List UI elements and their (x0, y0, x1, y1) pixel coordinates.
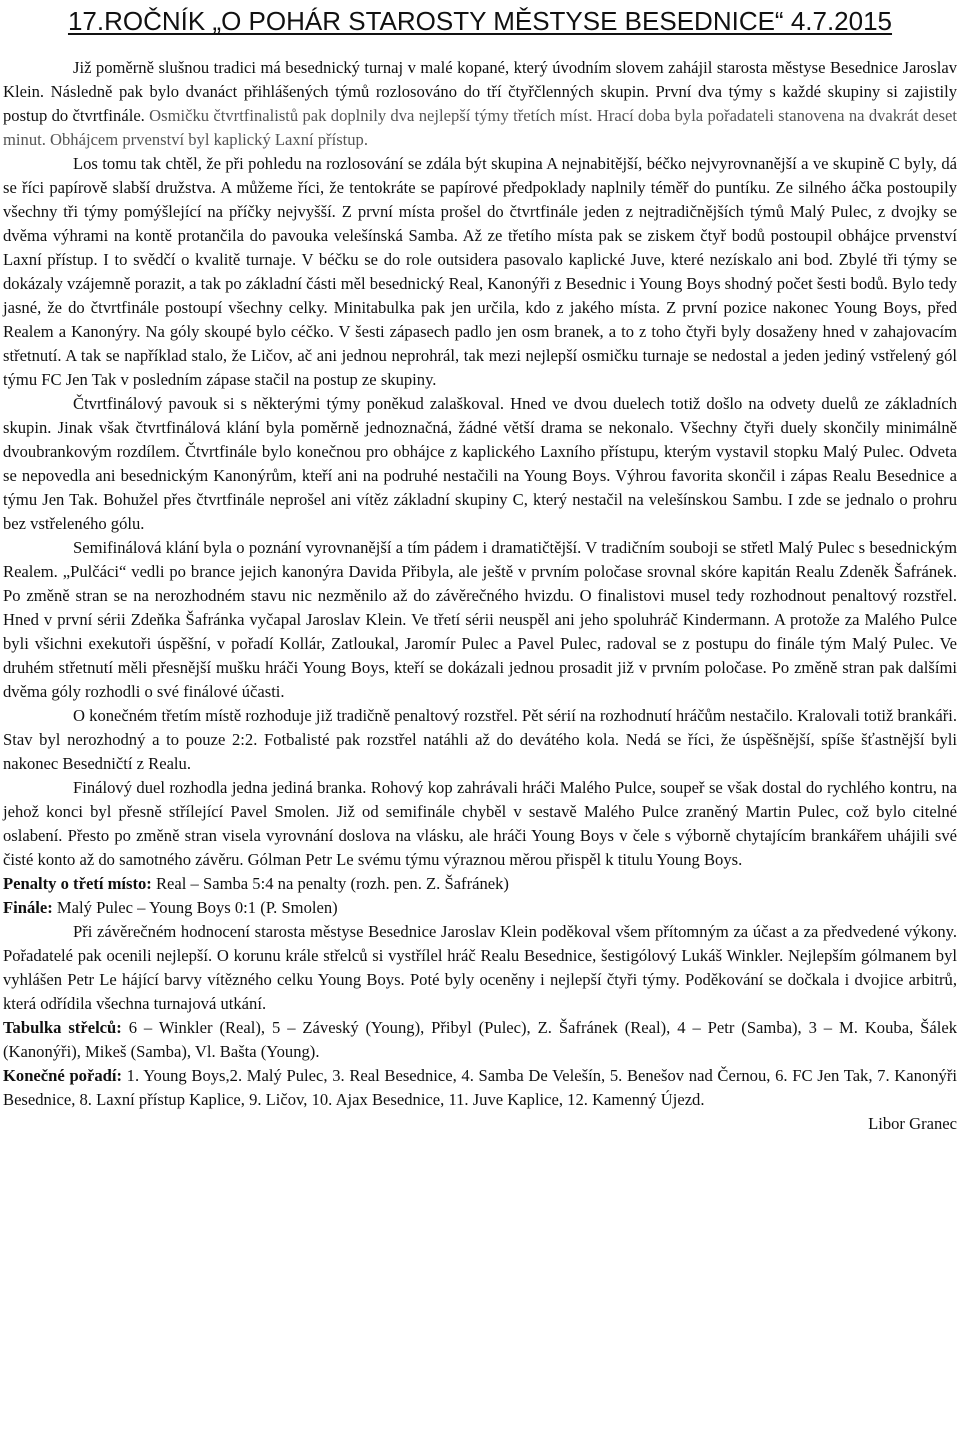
paragraph-intro (3, 56, 957, 152)
result-final-label: Finále: (3, 898, 53, 917)
article-title: 17.ROČNÍK „O POHÁR STAROSTY MĚSTYSE BESEDNICE“ 4.7.2015 (67, 6, 893, 36)
paragraph-final (3, 776, 957, 872)
standings-label: Konečné pořadí: (3, 1066, 122, 1085)
paragraph-semifinals (3, 536, 957, 704)
result-third-place-value: Real – Samba 5:4 na penalty (rozh. pen. Z. Šafránek) (151, 874, 509, 893)
scorers-table (3, 1016, 957, 1064)
result-final (3, 896, 957, 920)
article-body (3, 56, 957, 1136)
paragraph-quarterfinals (3, 392, 957, 536)
final-standings (3, 1064, 957, 1112)
paragraph-intro-part-2: Osmičku čtvrtfinalistů pak doplnily dva nejlepší týmy třetích míst. Hrací doba byla pořadateli stanovena na dvakrát deset minut. Obhájcem prvenství byl kaplický Laxní přístup. (3, 106, 957, 149)
paragraph-third-place (3, 704, 957, 776)
author-signature: Libor Granec (868, 1114, 957, 1133)
paragraph-closing (3, 920, 957, 1016)
paragraph-closing-text: Při závěrečném hodnocení starosta městyse Besednice Jaroslav Klein poděkoval všem přítomným za účast a za předvedené výkony. Pořadatelé pak ocenili nejlepší. O korunu krále střelců si vystřílel hráč Realu Besednice, šestigólový Lukáš Winkler. Nejlepším gólmanem byl vyhlášen Petr Le hájící barvy vítězného celku Young Boys. Poté byly oceněny i nejlepší čtyři týmy. Poděkování se dočkala i dvojice arbitrů, která odřídila všechna turnajová utkání. (3, 922, 957, 1013)
paragraph-intro-part-1: Již poměrně slušnou tradici má besednický turnaj v malé kopané, který úvodním slovem zahájil starosta městyse Besednice Jaroslav Klein. Následně pak bylo dvanáct přihlášených týmů rozlosováno do tří čtyřčlenných skupin. První dva týmy s každé skupiny si zajistily postup do čtvrtfinále. (3, 58, 957, 125)
paragraph-groups (3, 152, 957, 392)
standings-value: 1. Young Boys,2. Malý Pulec, 3. Real Besednice, 4. Samba De Velešín, 5. Benešov nad Černou, 6. FC Jen Tak, 7. Kanonýři Besednice, 8. Laxní přístup Kaplice, 9. Ličov, 10. Ajax Besednice, 11. Juve Kaplice, 12. Kamenný Újezd. (3, 1066, 957, 1109)
scorers-label: Tabulka střelců: (3, 1018, 122, 1037)
paragraph-final-text: Finálový duel rozhodla jedna jediná branka. Rohový kop zahrávali hráči Malého Pulce, soupeř se však dostal do rychlého kontru, na jehož konci byl přesně střílející Pavel Smolen. Již od semifinále chyběl v sestavě Malého Pulce zraněný Martin Pulec, což bylo citelné oslabení. Přesto po změně stran visela vyrovnání doslova na vlásku, ale hráči Young Boys v čele s výborně chytajícím brankářem uhájili své čisté konto až do samotného závěru. Gólman Petr Le svému týmu výraznou měrou přispěl k titulu Young Boys. (3, 778, 957, 869)
paragraph-semifinals-text: Semifinálová klání byla o poznání vyrovnanější a tím pádem i dramatičtější. V tradičním souboji se střetl Malý Pulec s besednickým Realem. „Pulčáci“ vedli po brance jejich kanonýra Davida Přibyla, ale ještě v prvním poločase srovnal skóre kapitán Realu Zdeněk Šafránek. Po změně stran se na nerozhodném stavu nic nezměnilo až do závěrečného hvizdu. O finalistovi musel tedy rozhodnout penaltový rozstřel. Hned v první sérii Zdeňka Šafránka vyčapal Jaroslav Klein. Ve třetí sérii neuspěl ani jeho spoluhráč Kindermann. A protože za Malého Pulce byli všichni exekutoři úspěšní, v pořadí Kollár, Zatloukal, Jaromír Pulec a Pavel Pulec, radoval se z postupu do finále tým Malý Pulec. Ve druhém střetnutí měli přesnější mušku hráči Young Boys, kteří se dokázali jednou prosadit již v prvním poločase. Po změně stran pak dalšími dvěma góly rozhodli o své finálové účasti. (3, 538, 957, 701)
scorers-value: 6 – Winkler (Real), 5 – Záveský (Young), Přibyl (Pulec), Z. Šafránek (Real), 4 – Petr (Samba), 3 – M. Kouba, Šálek (Kanonýři), Mikeš (Samba), Vl. Bašta (Young). (3, 1018, 957, 1061)
article-page (3, 0, 957, 1136)
result-final-value: Malý Pulec – Young Boys 0:1 (P. Smolen) (52, 898, 338, 917)
paragraph-quarterfinals-text: Čtvrtfinálový pavouk si s některými týmy poněkud zalaškoval. Hned ve dvou duelech totiž došlo na odvety duelů ze základních skupin. Jinak však čtvrtfinálová klání byla poměrně jednoznačná, žádné větší drama se nekonalo. Všechny čtyři duely skončily minimálně dvoubrankovým rozdílem. Čtvrtfinále bylo konečnou pro obhájce z kaplického Laxního přístupu, kterým vystavil stopku Malý Pulec. Odveta se nepovedla ani besednickým Kanonýrům, kteří ani na podruhé nestačili na Young Boys. Výhrou favorita skončil i zápas Realu Besednice a týmu Jen Tak. Bohužel přes čtvrtfinále neprošel ani vítěz základní skupiny C, který nestačil na velešínskou Sambu. I zde se jednalo o prohru bez vstřeleného gólu. (3, 394, 957, 533)
result-third-place-label: Penalty o třetí místo: (3, 874, 152, 893)
paragraph-groups-text: Los tomu tak chtěl, že při pohledu na rozlosování se zdála být skupina A nejnabitější, béčko nejvyrovnanější a ve skupině C byly, dá se říci papírově slabší družstva. A můžeme říci, že tentokráte se papírové předpoklady naplnily téměř do puntíku. Ze silného áčka postoupily všechny tři týmy pomýšlející na příčky nejvyšší. Z první místa prošel do čtvrtfinále jeden z nejtradičnějších týmů Malý Pulec, z dvojky se dvěma výhrami na kontě protančila do pavouka velešínská Samba. Až ze třetího místa pak se ziskem čtyř bodů postoupil obhájce prvenství Laxní přístup. I to svědčí o kvalitě turnaje. V béčku se do role outsidera pasovalo kaplické Juve, které nezískalo ani bod. Zbylé tři týmy se dokázaly vzájemně porazit, a tak po základní části měl besednický Real, Kanonýři z Besednic i Young Boys shodný počet šesti bodů. Bylo tedy jasné, že do čtvrtfinále postoupí všechny celky. Minitabulka pak jen určila, kdo z jakého místa. Z první pozice nakonec Young Boys, před Realem a Kanonýry. Na góly skoupé bylo céčko. V šesti zápasech padlo jen osm branek, a to z toho čtyři byly dosaženy hned v zahajovacím střetnutí. A tak se například stalo, že Ličov, ač ani jednou neprohrál, tak mezi nejlepší osmičku turnaje se nedostal a jeden jediný vstřelený gól týmu FC Jen Tak v posledním zápase stačil na postup ze skupiny. (3, 154, 957, 389)
result-third-place (3, 872, 957, 896)
paragraph-third-place-text: O konečném třetím místě rozhoduje již tradičně penaltový rozstřel. Pět sérií na rozhodnutí hráčům nestačilo. Kralovali totiž brankáři. Stav byl nerozhodný a to pouze 2:2. Fotbalisté pak rozstřel natáhli až do devátého kola. Nedá se říci, že úspěšnější, spíše šťastnější byli nakonec Besedničtí z Realu. (3, 706, 957, 773)
